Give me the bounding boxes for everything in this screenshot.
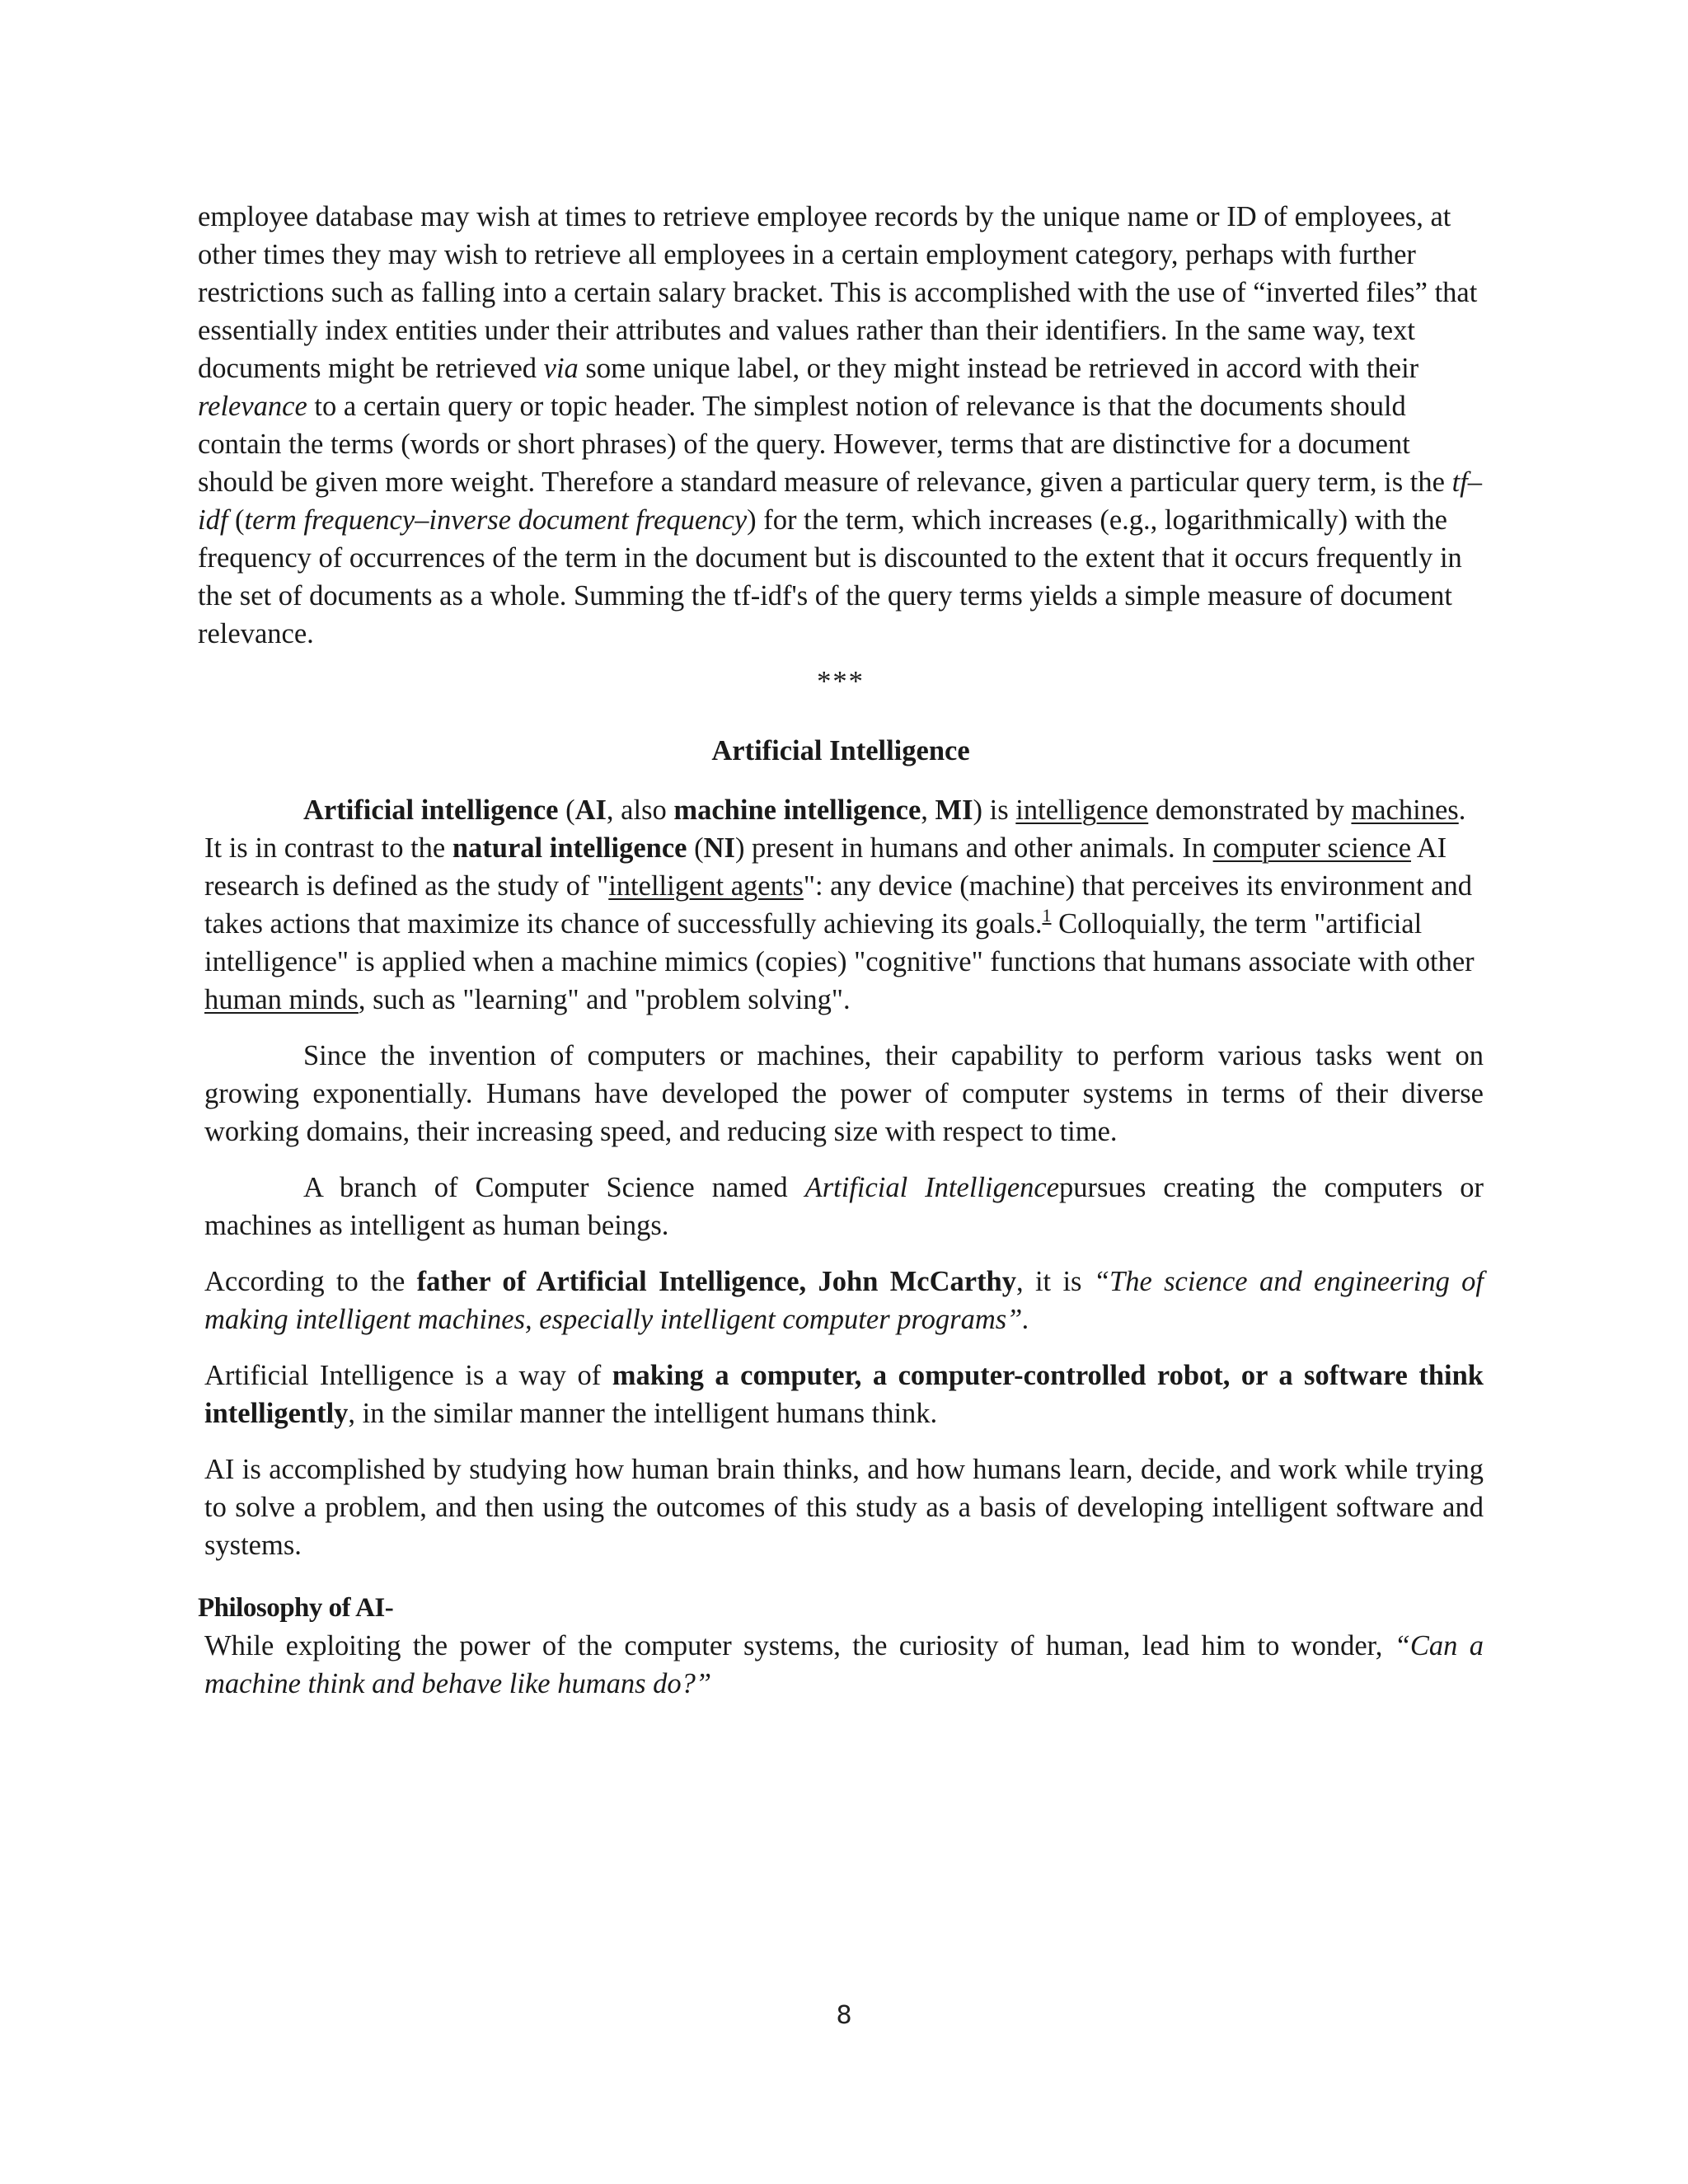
section-separator: *** xyxy=(817,666,865,697)
paragraph-ai-accomplished: AI is accomplished by studying how human brain thinks, and how humans learn, decide, and work while trying to solve a problem, and then using the outcomes of this study as a basis of developing intelligent software and systems. xyxy=(204,1454,1484,1561)
text-run: While exploiting the power of the computer systems, the curiosity of human, lead him to wonder, xyxy=(204,1630,1395,1661)
text-run: . It is in contrast to the xyxy=(204,794,1466,864)
text-run: ( xyxy=(558,794,575,826)
bold-term: father of Artificial Intelligence, John McCarthy xyxy=(416,1266,1016,1297)
italic-tfidf-full: term frequency–inverse document frequency xyxy=(244,504,748,536)
text-run: , in the similar manner the intelligent humans think. xyxy=(348,1398,938,1429)
text-run: ) for the term, which increases (e.g., logarithmically) with the frequency of occurrences of the term in the document but is discounted to the extent that it occurs frequently in the set of documents as a whole. Summing the tf-idf's of the query terms yields a simple measure of document relevance. xyxy=(198,504,1462,649)
text-run: , it is xyxy=(1016,1266,1094,1297)
text-run: ) present in humans and other animals. In xyxy=(734,832,1213,864)
text-run: some unique label, or they might instead be retrieved in accord with their xyxy=(578,353,1419,384)
text-run: ( xyxy=(687,832,704,864)
link-human-minds[interactable]: human minds xyxy=(204,984,359,1015)
paragraph-branch-of-cs xyxy=(198,1169,1484,1244)
page-body xyxy=(198,198,1484,1703)
paragraph-philosophy xyxy=(198,1627,1484,1703)
italic-quote: “The science and engineering of making intelligent machines, especially intelligent computer programs”. xyxy=(204,1266,1484,1335)
text-run: AI research is defined as the study of " xyxy=(204,832,1447,902)
text-run: A branch of Computer Science named xyxy=(303,1172,805,1203)
text-run: demonstrated by xyxy=(1148,794,1352,826)
link-intelligence[interactable]: intelligence xyxy=(1015,794,1149,826)
paragraph-retrieval-relevance xyxy=(198,198,1484,653)
italic-artificial-intelligence: Artificial Intelligence xyxy=(804,1172,1060,1203)
link-machines[interactable]: machines xyxy=(1351,794,1459,826)
paragraph-ai-definition xyxy=(198,791,1484,1019)
link-intelligent-agents[interactable]: intelligent agents xyxy=(608,870,804,902)
bold-term: making a computer, a computer-controlled robot, or a software think intelligently xyxy=(204,1360,1484,1429)
text-run: Colloquially, the term "artificial intelligence" is applied when a machine mimics (copies) "cognitive" functions that humans associate with other xyxy=(204,908,1475,977)
text-run: pursues creating the computers or machines as intelligent as human beings. xyxy=(204,1172,1484,1241)
bold-term: natural intelligence xyxy=(452,832,687,864)
sub-heading-philosophy: Philosophy of AI- xyxy=(198,1593,394,1623)
text-run: , xyxy=(921,794,935,826)
page-number: 8 xyxy=(836,2001,852,2030)
italic-relevance: relevance xyxy=(198,391,307,422)
text-run: ": any device (machine) that perceives its environment and takes actions that maximize its chance of successfully achieving its goals. xyxy=(204,870,1472,940)
text-run: , such as "learning" and "problem solving". xyxy=(358,984,851,1015)
bold-term: AI xyxy=(574,794,607,826)
text-run: to a certain query or topic header. The simplest notion of relevance is that the documents should contain the terms (words or short phrases) of the query. However, terms that are distinctive for a document should be given more weight. Therefore a standard measure of relevance, given a particular query term, is the xyxy=(198,391,1452,498)
paragraph-invention-of-computers: Since the invention of computers or machines, their capability to perform various tasks went on growing exponentially. Humans have developed the power of computer systems in terms of their diverse working domains, their increasing speed, and reducing size with respect to time. xyxy=(204,1040,1484,1147)
text-run: Artificial Intelligence is a way of xyxy=(204,1360,612,1391)
bold-term: Artificial intelligence xyxy=(303,794,559,826)
footnote-link[interactable]: 1 xyxy=(1042,905,1052,926)
paragraph-ai-way xyxy=(198,1357,1484,1432)
italic-question: “Can a machine think and behave like humans do?” xyxy=(204,1630,1484,1699)
text-run: employee database may wish at times to retrieve employee records by the unique name or ID of employees, at other times they may wish to retrieve all employees in a certain employment category, perhaps with further restrictions such as falling into a certain salary bracket. This is accomplished with the use of “inverted files” that essentially index entities under their attributes and values rather than their identifiers. In the same way, text documents might be retrieved xyxy=(198,201,1478,384)
text-run: ( xyxy=(227,504,245,536)
paragraph-mccarthy-quote xyxy=(198,1263,1484,1338)
bold-term: NI xyxy=(703,832,735,864)
italic-tfidf: tf–idf xyxy=(198,466,1482,536)
section-heading: Artificial Intelligence xyxy=(711,735,970,766)
text-run: , also xyxy=(606,794,674,826)
bold-term: MI xyxy=(935,794,973,826)
bold-term: machine intelligence xyxy=(673,794,921,826)
italic-via: via xyxy=(543,353,579,384)
text-run: According to the xyxy=(204,1266,417,1297)
text-run: ) is xyxy=(973,794,1016,826)
link-computer-science[interactable]: computer science xyxy=(1212,832,1412,864)
